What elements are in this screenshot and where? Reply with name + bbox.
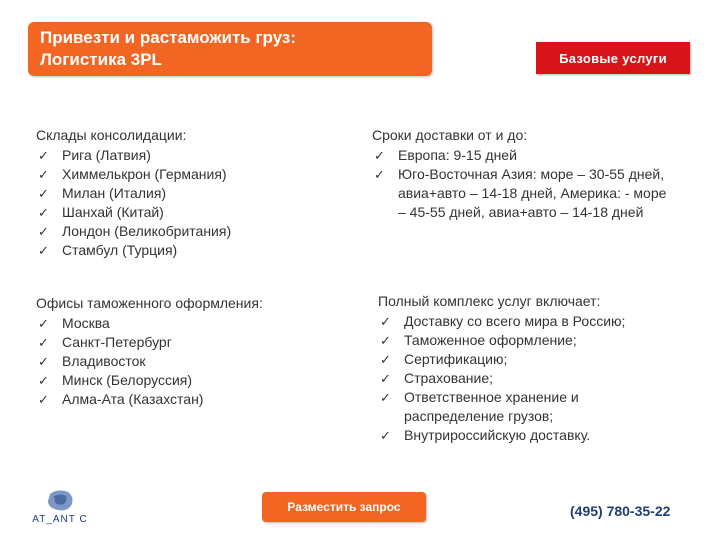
list-item: ✓ Ответственное хранение и распределение грузов; <box>378 388 678 426</box>
customs-list <box>36 314 356 409</box>
list-item: ✓ Европа: 9-15 дней <box>372 146 672 165</box>
list-item: ✓ Милан (Италия) <box>36 184 336 203</box>
list-item: ✓ Лондон (Великобритания) <box>36 222 336 241</box>
list-item: ✓ Доставку со всего мира в Россию; <box>378 312 678 331</box>
warehouses-list <box>36 146 336 260</box>
page-title-line2: Логистика 3PL <box>40 50 162 69</box>
list-item: ✓ Алма-Ата (Казахстан) <box>36 390 356 409</box>
page-title-line1: Привезти и растаможить груз: <box>40 28 297 47</box>
place-request-button[interactable]: Разместить запрос <box>262 492 426 522</box>
delivery-section <box>372 126 672 222</box>
company-logo <box>28 488 92 528</box>
logo-text: AT_ANT C <box>32 514 88 525</box>
customs-heading: Офисы таможенного оформления: <box>36 295 263 311</box>
list-item: ✓ Химмелькрон (Германия) <box>36 165 336 184</box>
list-item: ✓ Минск (Белоруссия) <box>36 371 356 390</box>
phone-number: (495) 780-35-22 <box>570 503 671 519</box>
list-item: ✓ Внутрироссийскую доставку. <box>378 426 678 445</box>
services-heading: Полный комплекс услуг включает: <box>378 293 601 309</box>
title-banner <box>28 22 432 76</box>
base-services-button[interactable]: Базовые услуги <box>536 42 690 74</box>
list-item: ✓ Стамбул (Турция) <box>36 241 336 260</box>
list-item: ✓ Санкт-Петербург <box>36 333 356 352</box>
services-list <box>378 312 678 445</box>
list-item: ✓ Владивосток <box>36 352 356 371</box>
globe-icon <box>28 488 92 516</box>
list-item: ✓ Юго-Восточная Азия: море – 30-55 дней, авиа+авто – 14-18 дней, Америка: - море – 45-55 дней, авиа+авто – 14-18 дней <box>372 165 672 222</box>
list-item: ✓ Шанхай (Китай) <box>36 203 336 222</box>
delivery-list <box>372 146 672 222</box>
list-item: ✓ Сертификацию; <box>378 350 678 369</box>
list-item: ✓ Москва <box>36 314 356 333</box>
warehouses-section <box>36 126 336 260</box>
delivery-heading: Сроки доставки от и до: <box>372 127 528 143</box>
services-section <box>378 292 678 445</box>
warehouses-heading: Склады консолидации: <box>36 127 187 143</box>
list-item: ✓ Страхование; <box>378 369 678 388</box>
customs-section <box>36 294 356 409</box>
list-item: ✓ Таможенное оформление; <box>378 331 678 350</box>
list-item: ✓ Рига (Латвия) <box>36 146 336 165</box>
